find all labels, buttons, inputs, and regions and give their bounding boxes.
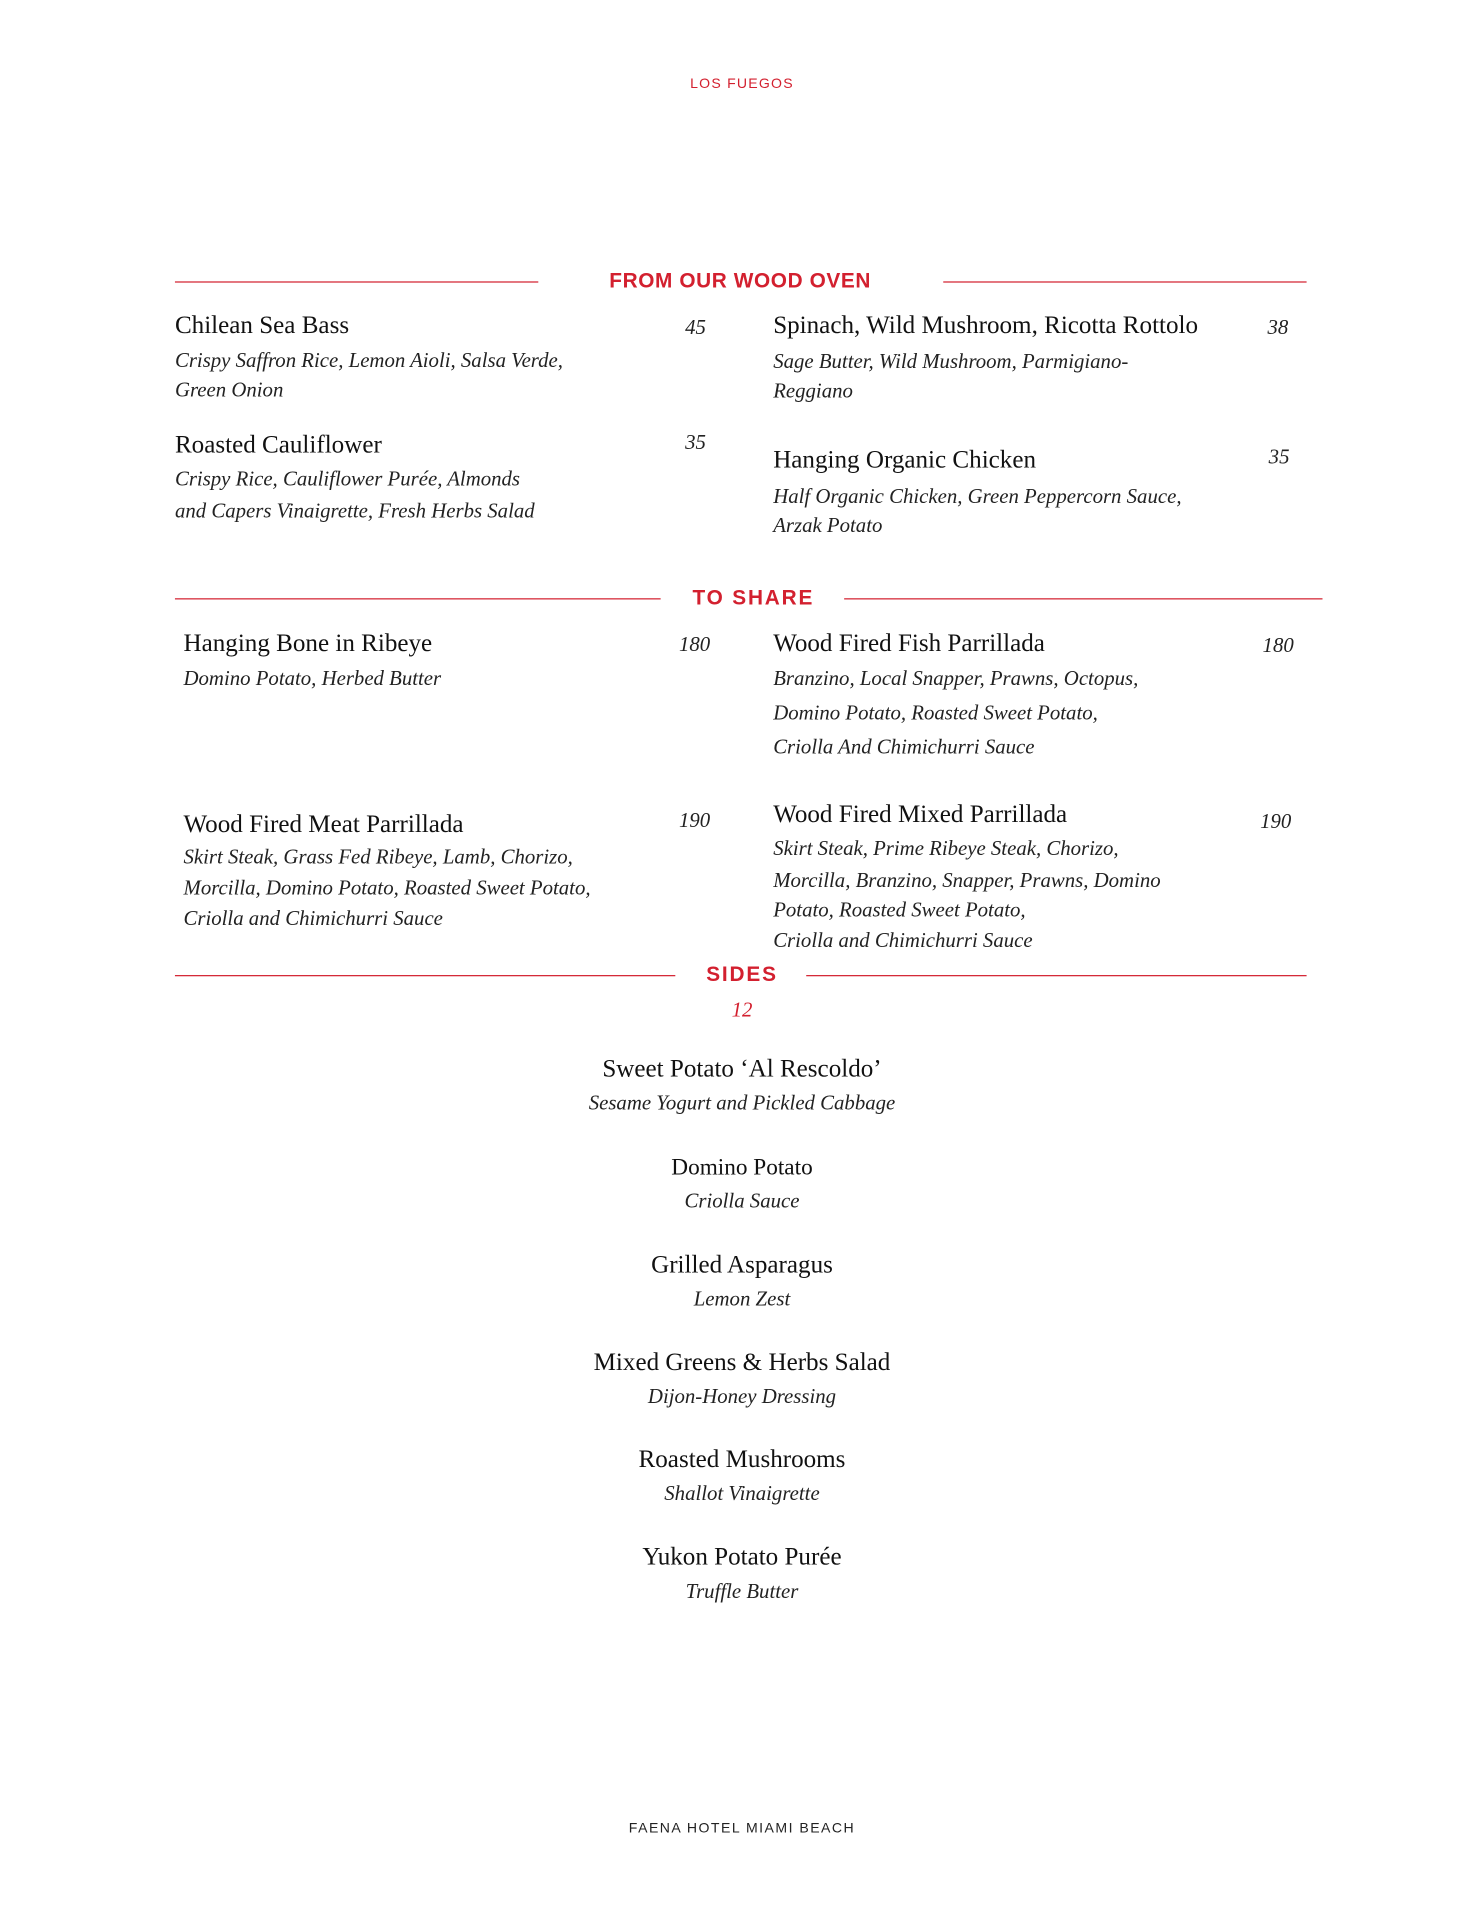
item-description: Domino Potato, Herbed Butter <box>183 666 442 690</box>
item-name: Hanging Organic Chicken <box>773 446 1037 474</box>
item-price: 190 <box>678 808 711 832</box>
section-title-wood-oven: FROM OUR WOOD OVEN <box>609 269 872 293</box>
restaurant-name: LOS FUEGOS <box>690 77 794 92</box>
item-description: Criolla And Chimichurri Sauce <box>773 735 1035 759</box>
item-price: 35 <box>685 430 706 454</box>
item-description: Sesame Yogurt and Pickled Cabbage <box>588 1091 896 1115</box>
item-name: Hanging Bone in Ribeye <box>183 630 433 657</box>
item-name: Sweet Potato ‘Al Rescoldo’ <box>602 1055 882 1083</box>
item-name: Mixed Greens & Herbs Salad <box>593 1349 891 1377</box>
item-description: Lemon Zest <box>693 1287 791 1311</box>
item-name: Wood Fired Meat Parrillada <box>183 811 464 839</box>
item-description: Criolla and Chimichurri Sauce <box>183 906 443 930</box>
item-name: Spinach, Wild Mushroom, Ricotta Rottolo <box>773 311 1199 339</box>
item-price: 180 <box>1262 633 1294 657</box>
item-name: Wood Fired Fish Parrillada <box>773 630 1045 657</box>
item-description: Arzak Potato <box>773 513 883 538</box>
item-description: Half Organic Chicken, Green Peppercorn Sauce, <box>773 484 1182 508</box>
item-description: Skirt Steak, Grass Fed Ribeye, Lamb, Chorizo, <box>183 845 573 869</box>
item-name: Wood Fired Mixed Parrillada <box>773 801 1068 829</box>
item-description: Criolla Sauce <box>684 1189 800 1213</box>
item-price: 35 <box>1268 445 1290 469</box>
item-price: 180 <box>678 632 711 656</box>
sides-price: 12 <box>731 998 753 1022</box>
item-description: Sage Butter, Wild Mushroom, Parmigiano- <box>773 349 1129 374</box>
item-description: Crispy Saffron Rice, Lemon Aioli, Salsa Verde, <box>174 348 563 372</box>
section-title-sides: SIDES <box>706 962 778 987</box>
item-description: and Capers Vinaigrette, Fresh Herbs Salad <box>174 499 535 523</box>
item-description: Truffle Butter <box>685 1579 799 1603</box>
item-description: Shallot Vinaigrette <box>664 1481 820 1505</box>
item-description: Dijon-Honey Dressing <box>647 1384 837 1409</box>
item-name: Domino Potato <box>671 1154 813 1181</box>
item-description: Skirt Steak, Prime Ribeye Steak, Chorizo, <box>773 836 1119 861</box>
item-name: Yukon Potato Purée <box>642 1543 842 1571</box>
section-title-to-share: TO SHARE <box>692 586 815 610</box>
item-price: 190 <box>1260 809 1292 834</box>
item-price: 45 <box>685 315 706 339</box>
item-name: Grilled Asparagus <box>651 1251 833 1279</box>
item-name: Chilean Sea Bass <box>174 311 350 339</box>
divider <box>844 598 1322 599</box>
item-name: Roasted Cauliflower <box>174 431 382 459</box>
item-price: 38 <box>1267 315 1289 339</box>
item-description: Morcilla, Branzino, Snapper, Prawns, Domino <box>773 868 1161 892</box>
item-description: Criolla and Chimichurri Sauce <box>773 928 1033 952</box>
item-name: Roasted Mushrooms <box>638 1446 846 1473</box>
divider <box>175 281 538 282</box>
item-description: Crispy Rice, Cauliflower Purée, Almonds <box>174 467 521 491</box>
item-description: Reggiano <box>773 379 853 403</box>
footer-hotel-name: FAENA HOTEL MIAMI BEACH <box>628 1821 856 1837</box>
item-description: Potato, Roasted Sweet Potato, <box>773 897 1026 922</box>
divider <box>175 598 661 599</box>
item-description: Branzino, Local Snapper, Prawns, Octopus, <box>773 666 1139 690</box>
divider <box>943 281 1306 282</box>
item-description: Domino Potato, Roasted Sweet Potato, <box>773 701 1098 725</box>
item-description: Morcilla, Domino Potato, Roasted Sweet Potato, <box>183 875 591 900</box>
item-description: Green Onion <box>174 378 284 402</box>
